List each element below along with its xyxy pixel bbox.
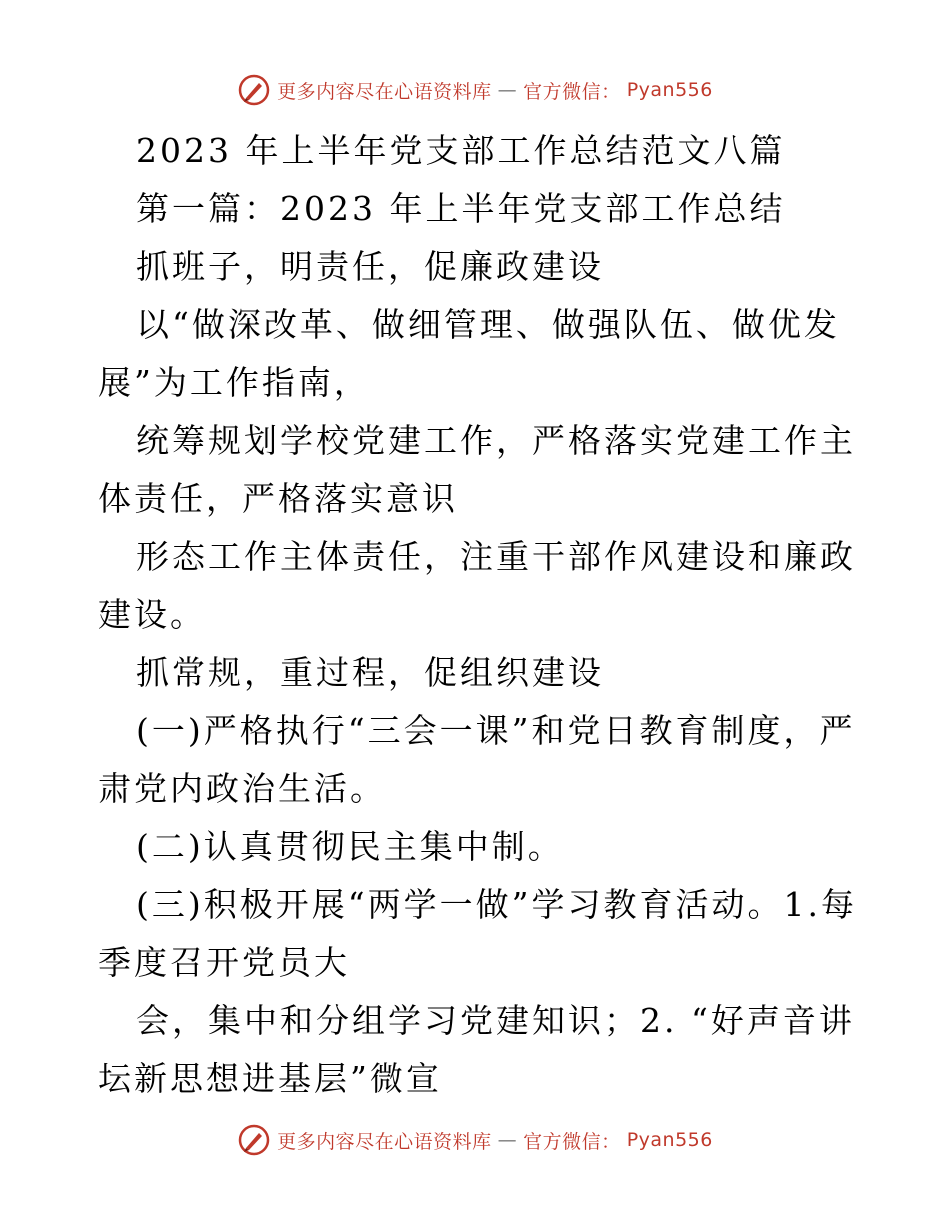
document-body (98, 122, 858, 1108)
pen-circle-logo-icon (237, 73, 271, 107)
list-item: (三)积极开展“两学一做”学习教育活动。1.每季度召开党员大 (98, 885, 857, 982)
subheading: 抓班子，明责任，促廉政建设 (136, 247, 604, 286)
list-item: (一)严格执行“三会一课”和党日教育制度，严肃党内政治生活。 (98, 711, 856, 808)
paragraph: 以“做深改革、做细管理、做强队伍、做优发展”为工作指南， (98, 305, 840, 402)
section-heading: 第一篇：2023 年上半年党支部工作总结 (136, 189, 786, 228)
watermark-account: Pyan556 (626, 79, 713, 101)
watermark-separator: — (497, 79, 518, 101)
header-watermark (0, 72, 950, 108)
watermark-account: Pyan556 (626, 1129, 713, 1151)
paragraph: 会，集中和分组学习党建知识；2. “好声音讲坛新思想进基层”微宣 (98, 1001, 855, 1098)
watermark-account-label: 官方微信： (523, 1130, 621, 1153)
paragraph: 统筹规划学校党建工作，严格落实党建工作主体责任，严格落实意识 (98, 421, 856, 518)
watermark-account-label: 官方微信： (523, 80, 621, 103)
list-item: (二)认真贯彻民主集中制。 (136, 827, 564, 866)
subheading: 抓常规，重过程，促组织建设 (136, 653, 604, 692)
document-title: 2023 年上半年党支部工作总结范文八篇 (136, 131, 786, 170)
watermark-separator: — (497, 1129, 518, 1151)
watermark-text: 更多内容尽在心语资料库 (277, 1130, 492, 1153)
watermark-text: 更多内容尽在心语资料库 (277, 80, 492, 103)
paragraph: 形态工作主体责任，注重干部作风建设和廉政建设。 (98, 537, 856, 634)
footer-watermark (0, 1122, 950, 1158)
pen-circle-logo-icon (237, 1123, 271, 1157)
